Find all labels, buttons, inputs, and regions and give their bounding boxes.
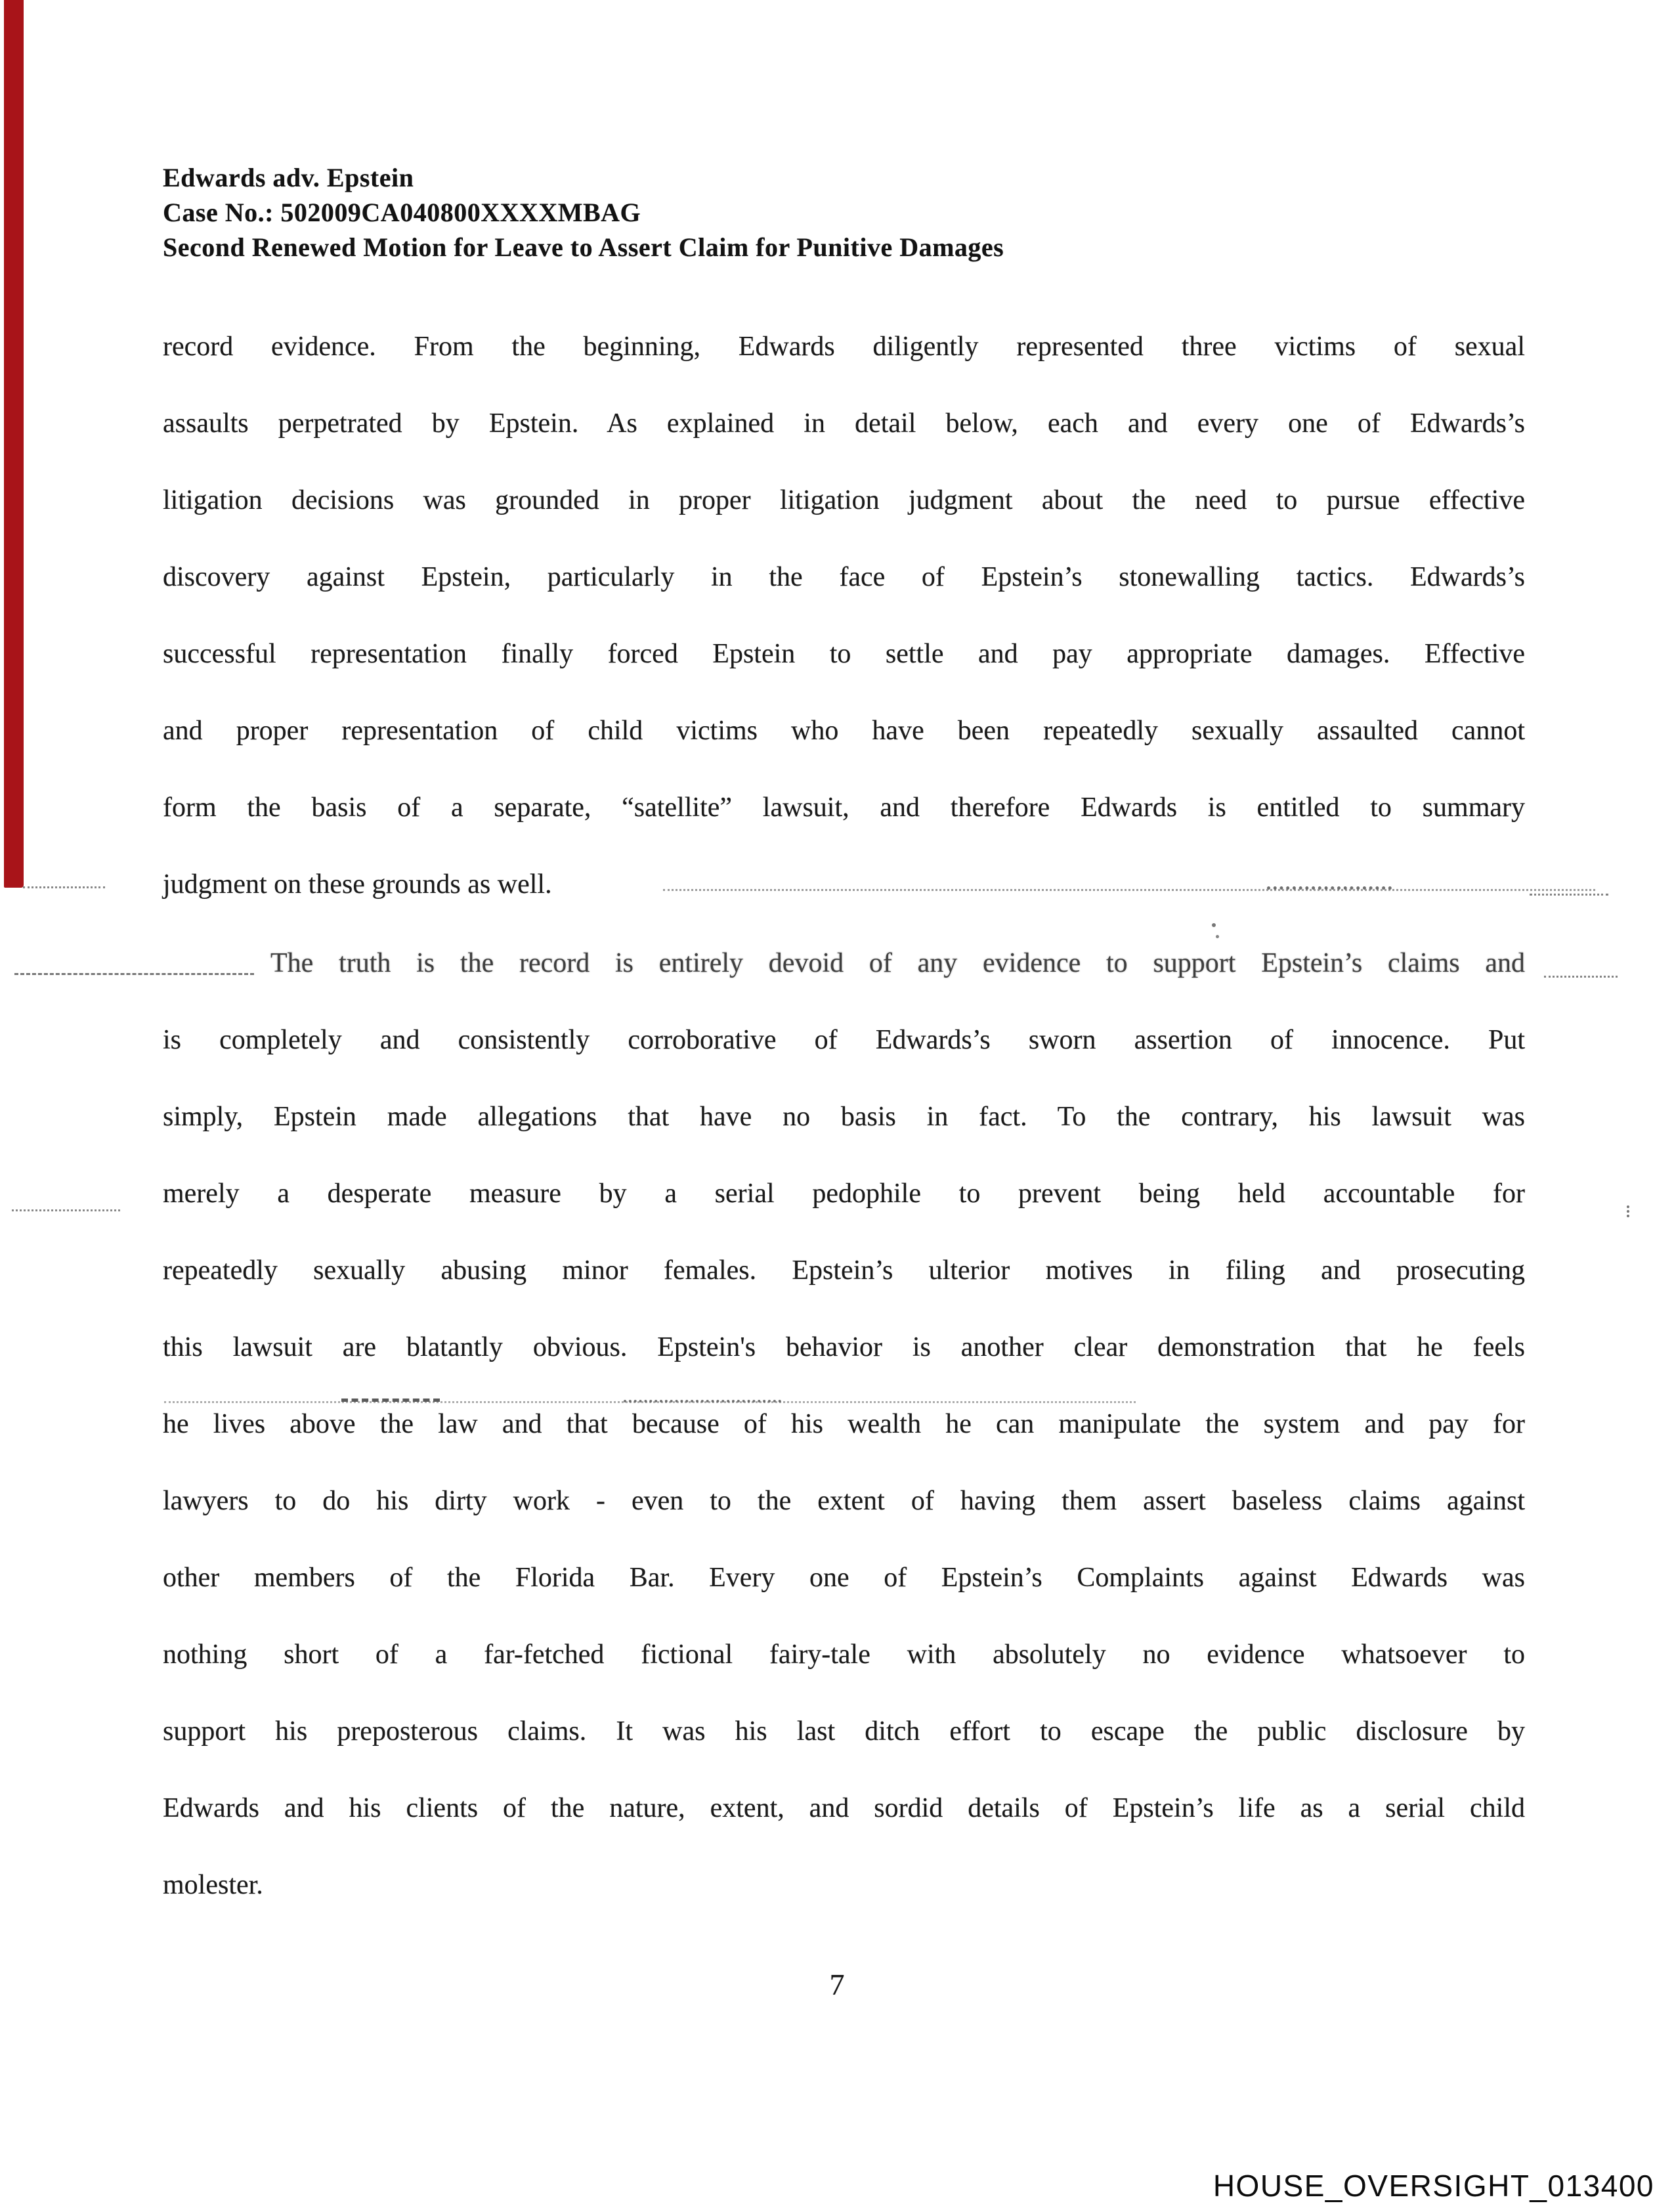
text-line: Edwards and his clients of the nature, extent, and sordid details of Epstein’s life as a serial child [163, 1793, 1525, 1823]
paragraph-2 [163, 925, 1525, 1924]
text-line: judgment on these grounds as well. [163, 869, 552, 900]
bates-number: HOUSE_OVERSIGHT_013400 [1213, 2169, 1654, 2203]
text-line: is completely and consistently corroborative of Edwards’s sworn assertion of innocence. Put [163, 1025, 1525, 1055]
text-line: support his preposterous claims. It was his last ditch effort to escape the public disclosure by [163, 1716, 1525, 1746]
scan-noise [12, 1209, 120, 1211]
text-line: The truth is the record is entirely devoid of any evidence to support Epstein’s claims and [270, 948, 1525, 978]
document-header [163, 160, 1004, 265]
text-line: he lives above the law and that because of his wealth he can manipulate the system and pay for [163, 1409, 1525, 1439]
scan-noise [1627, 1205, 1632, 1217]
scan-noise [1267, 886, 1392, 890]
scan-noise [23, 886, 105, 888]
scan-noise [624, 1400, 781, 1402]
text-line: form the basis of a separate, “satellite” lawsuit, and therefore Edwards is entitled to summary [163, 792, 1525, 823]
text-line: litigation decisions was grounded in proper litigation judgment about the need to pursue effective [163, 485, 1525, 515]
scan-edge-artifact-bar [4, 0, 24, 888]
text-line: discovery against Epstein, particularly in the face of Epstein’s stonewalling tactics. Edwards’s [163, 562, 1525, 592]
text-line: assaults perpetrated by Epstein. As explained in detail below, each and every one of Edwards’s [163, 408, 1525, 439]
scan-noise [341, 1399, 440, 1402]
text-line: and proper representation of child victims who have been repeatedly sexually assaulted cannot [163, 716, 1525, 746]
text-line: molester. [163, 1870, 263, 1900]
text-line: this lawsuit are blatantly obvious. Epstein's behavior is another clear demonstration that he feels [163, 1332, 1525, 1362]
header-document-title: Second Renewed Motion for Leave to Assert Claim for Punitive Damages [163, 232, 1004, 262]
text-line: record evidence. From the beginning, Edwards diligently represented three victims of sexual [163, 332, 1525, 362]
scan-noise [1530, 894, 1608, 896]
scan-noise [1212, 923, 1216, 927]
page-number: 7 [829, 1968, 845, 2001]
text-line: simply, Epstein made allegations that have no basis in fact. To the contrary, his lawsuit was [163, 1102, 1525, 1132]
text-line: successful representation finally forced Epstein to settle and pay appropriate damages. Effective [163, 639, 1525, 669]
header-case-name: Edwards adv. Epstein [163, 163, 414, 192]
text-line: other members of the Florida Bar. Every one of Epstein’s Complaints against Edwards was [163, 1563, 1525, 1593]
scan-noise [663, 889, 1595, 891]
paragraph-1 [163, 309, 1525, 923]
scan-noise [14, 973, 254, 975]
header-case-number: Case No.: 502009CA040800XXXXMBAG [163, 198, 641, 227]
text-line: merely a desperate measure by a serial pedophile to prevent being held accountable for [163, 1179, 1525, 1209]
scan-noise [1216, 935, 1219, 938]
scan-noise [1544, 976, 1618, 978]
text-line: nothing short of a far-fetched fictional fairy-tale with absolutely no evidence whatsoever to [163, 1639, 1525, 1670]
text-line: lawyers to do his dirty work - even to the extent of having them assert baseless claims against [163, 1486, 1525, 1516]
text-line: repeatedly sexually abusing minor females. Epstein’s ulterior motives in filing and prosecuting [163, 1255, 1525, 1286]
